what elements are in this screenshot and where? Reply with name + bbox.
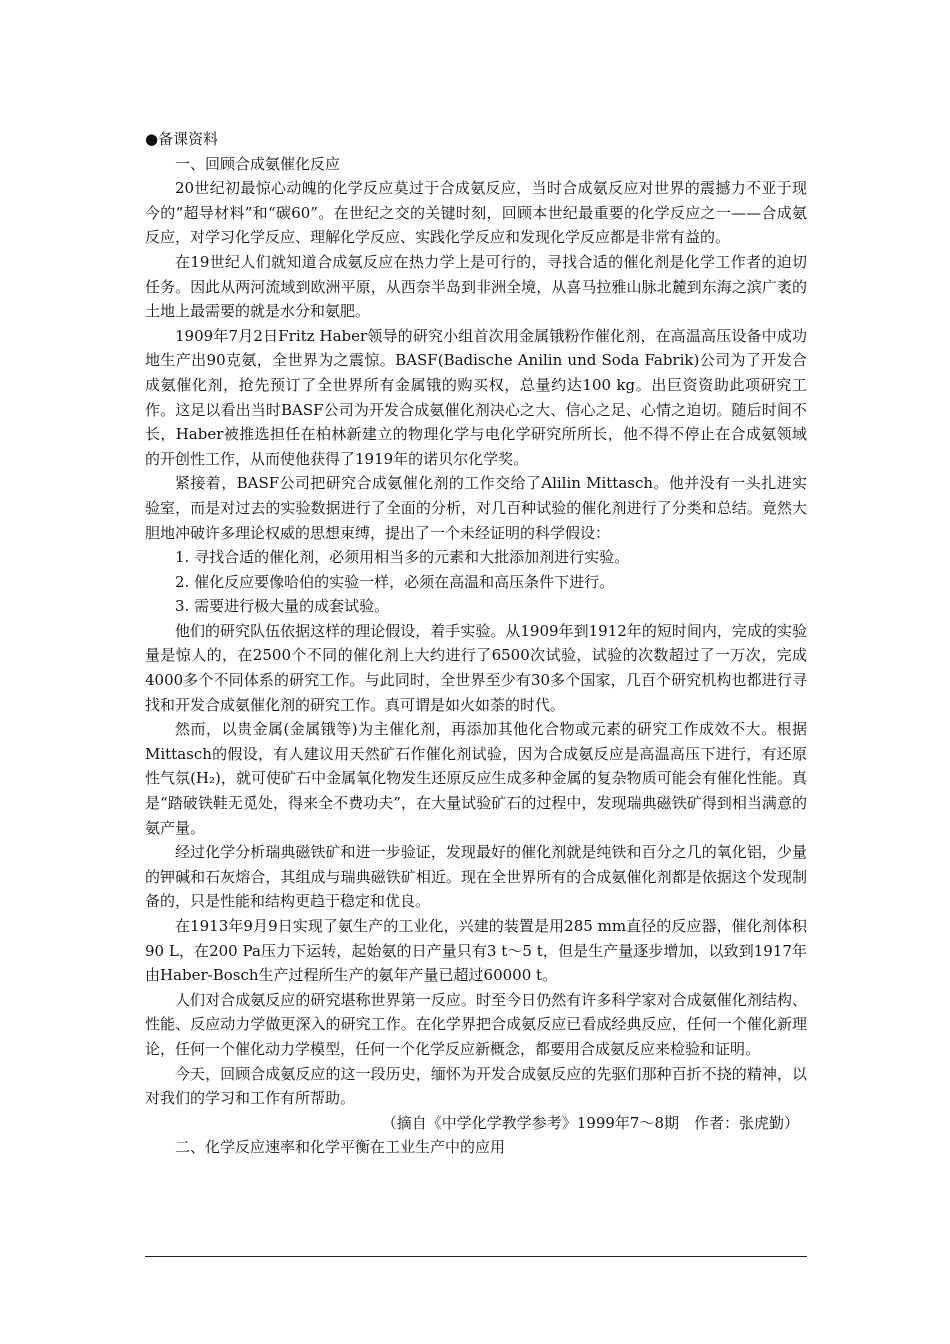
paragraph: 人们对合成氨反应的研究堪称世界第一反应。时至今日仍然有许多科学家对合成氨催化剂结构、性能、反应动力学做更深入的研究工作。在化学界把合成氨反应已看成经典反应，任何一个催化新理论，任何一个催化动力学模型，任何一个化学反应新概念，都要用合成氨反应来检验和证明。 <box>145 990 807 1058</box>
list-item: 2. 催化反应要像哈伯的实验一样，必须在高温和高压条件下进行。 <box>175 572 615 591</box>
section-2-title: 二、化学反应速率和化学平衡在工业生产中的应用 <box>175 1138 506 1157</box>
paragraph: 20世纪初最惊心动魄的化学反应莫过于合成氨反应，当时合成氨反应对世界的震撼力不亚于现今的“超导材料”和“碳60”。在世纪之交的关键时刻，回顾本世纪最重要的化学反应之一——合成氨反应，对学习化学反应、理解化学反应、实践化学反应和发现化学反应都是非常有益的。 <box>145 179 807 247</box>
paragraph: 紧接着，BASF公司把研究合成氨催化剂的工作交给了Alilin Mittasch。他并没有一头扎进实验室，而是对过去的实验数据进行了全面的分析，对几百种试验的催化剂进行了分类和总结。竟然大胆地冲破许多理论权威的思想束缚，提出了一个未经证明的科学假设： <box>145 474 807 542</box>
footer-divider <box>145 1256 807 1257</box>
list-item: 1. 寻找合适的催化剂，必须用相当多的元素和大批添加剂进行实验。 <box>175 548 630 567</box>
section-heading: ●备课资料 <box>145 130 219 148</box>
paragraph: 今天，回顾合成氨反应的这一段历史，缅怀为开发合成氨反应的先驱们那种百折不挠的精神，以对我们的学习和工作有所帮助。 <box>145 1064 807 1108</box>
paragraph: 他们的研究队伍依据这样的理论假设，着手实验。从1909年到1912年的短时间内，完成的实验量是惊人的，在2500个不同的催化剂上大约进行了6500次试验，试验的次数超过了一万次，完成4000多个不同体系的研究工作。与此同时，全世界至少有30多个国家，几百个研究机构也都进行寻找和开发合成氨催化剂的研究工作。真可谓是如火如荼的时代。 <box>145 621 807 714</box>
section-1-title: 一、回顾合成氨催化反应 <box>175 154 341 173</box>
list-item: 3. 需要进行极大量的成套试验。 <box>175 597 390 616</box>
paragraph: 1909年7月2日Fritz Haber领导的研究小组首次用金属锇粉作催化剂，在高温高压设备中成功地生产出90克氨，全世界为之震惊。BASF(Badische Anilin und Soda Fabrik)公司为了开发合成氨催化剂，抢先预订了全世界所有金属锇的购买权，总量约达100 kg。出巨资资助此项研究工作。这足以看出当时BASF公司为开发合成氨催化剂决心之大、信心之足、心情之迫切。随后时间不长，Haber被推选担任在柏林新建立的物理化学与电化学研究所所长，他不得不停止在合成氨领域的开创性工作，从而使他获得了1919年的诺贝尔化学奖。 <box>145 326 807 468</box>
document-body <box>145 127 807 1160</box>
source-citation: （摘自《中学化学教学参考》1999年7～8期 作者：张虎勤） <box>381 1113 799 1132</box>
paragraph: 在1913年9月9日实现了氨生产的工业化，兴建的装置是用285 mm直径的反应器，催化剂体积90 L，在200 Pa压力下运转，起始氨的日产量只有3 t～5 t，但是生产量逐步增加，以致到1917年由Haber-Bosch生产过程所生产的氨年产量已超过60000 t。 <box>145 917 807 985</box>
paragraph: 在19世纪人们就知道合成氨反应在热力学上是可行的，寻找合适的催化剂是化学工作者的迫切任务。因此从两河流域到欧洲平原，从西奈半岛到非洲全境，从喜马拉雅山脉北麓到东海之滨广袤的土地上最需要的就是水分和氨肥。 <box>145 252 807 321</box>
paragraph: 然而，以贵金属(金属锇等)为主催化剂，再添加其他化合物或元素的研究工作成效不大。根据Mittasch的假设，有人建议用天然矿石作催化剂试验，因为合成氨反应是高温高压下进行，有还原性气氛(H₂)，就可使矿石中金属氧化物发生还原反应生成多种金属的复杂物质可能会有催化性能。真是“踏破铁鞋无觅处，得来全不费功夫”，在大量试验矿石的过程中，发现瑞典磁铁矿得到相当满意的氨产量。 <box>145 720 807 837</box>
paragraph: 经过化学分析瑞典磁铁矿和进一步验证，发现最好的催化剂就是纯铁和百分之几的氧化铝，少量的钾碱和石灰熔合，其组成与瑞典磁铁矿相近。现在全世界所有的合成氨催化剂都是依据这个发现制备的，只是性能和结构更趋于稳定和优良。 <box>145 843 807 911</box>
